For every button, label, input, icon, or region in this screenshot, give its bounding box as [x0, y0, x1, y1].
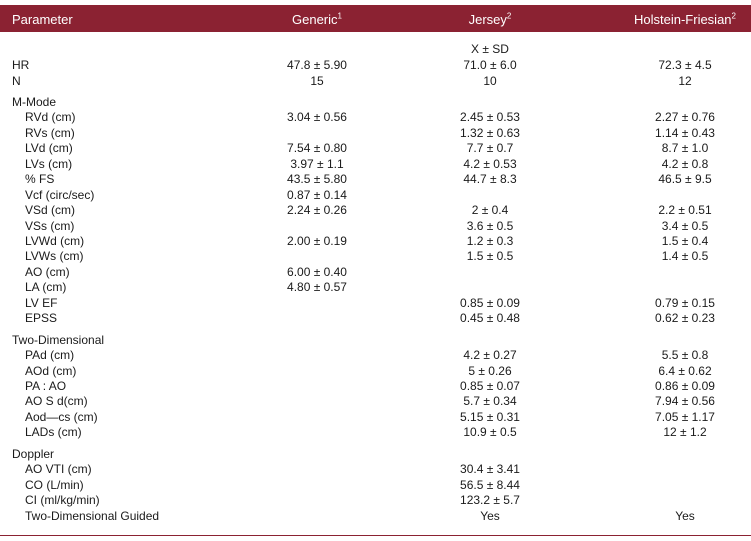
table-header	[0, 5, 751, 32]
section-title: Doppler	[12, 446, 55, 461]
parameter-label: CO (L/min)	[25, 477, 84, 492]
jersey-value: 1.5 ± 0.5	[466, 249, 514, 264]
table-row	[0, 203, 751, 218]
holstein-value: 12 ± 1.2	[663, 425, 707, 440]
bottom-rule	[0, 535, 751, 536]
holstein-value: 72.3 ± 4.5	[658, 58, 712, 72]
table-row	[0, 348, 751, 363]
header-holstein-label: Holstein-Friesian	[634, 12, 732, 27]
holstein-value: 8.7 ± 1.0	[661, 141, 709, 156]
jersey-value: 0.85 ± 0.07	[460, 379, 520, 393]
parameter-label: AO VTI (cm)	[25, 462, 92, 477]
jersey-value: 71.0 ± 6.0	[463, 58, 517, 72]
generic-value: 43.5 ± 5.80	[287, 172, 347, 187]
jersey-value: 5 ± 0.26	[468, 363, 512, 378]
holstein-value: 7.05 ± 1.17	[655, 409, 715, 424]
holstein-value: 5.5 ± 0.8	[661, 348, 709, 363]
table-row	[0, 249, 751, 264]
table-row	[0, 188, 751, 203]
parameter-label: RVs (cm)	[25, 125, 75, 140]
table-row	[0, 74, 751, 89]
table-row	[0, 462, 751, 477]
table-row	[0, 280, 751, 295]
generic-value: 47.8 ± 5.90	[287, 58, 347, 72]
table-row	[0, 425, 751, 440]
jersey-value: 1.32 ± 0.63	[460, 125, 520, 140]
table-row	[0, 410, 751, 425]
generic-value: 6.00 ± 0.40	[287, 264, 347, 279]
jersey-value: 1.2 ± 0.3	[466, 233, 514, 248]
generic-value: 3.97 ± 1.1	[290, 156, 344, 171]
section-title: M-Mode	[12, 94, 57, 109]
parameter-label: RVd (cm)	[25, 110, 76, 125]
generic-value: 7.54 ± 0.80	[287, 141, 347, 156]
jersey-value: 5.15 ± 0.31	[460, 409, 520, 424]
jersey-value: 10.9 ± 0.5	[463, 425, 517, 440]
holstein-value: 46.5 ± 9.5	[658, 172, 712, 187]
parameter-label: LVWd (cm)	[25, 233, 85, 248]
table-row	[0, 58, 751, 73]
parameter-label: Two-Dimensional Guided	[25, 508, 160, 523]
jersey-value: 0.45 ± 0.48	[460, 311, 520, 326]
section-title: Two-Dimensional	[12, 332, 105, 347]
jersey-value: 44.7 ± 8.3	[463, 172, 517, 187]
holstein-value: 3.4 ± 0.5	[661, 218, 709, 233]
stat-label-row	[0, 42, 751, 57]
holstein-value: 4.2 ± 0.8	[661, 156, 709, 171]
header-holstein	[634, 12, 736, 27]
holstein-value: 0.79 ± 0.15	[655, 295, 715, 310]
jersey-value: 123.2 ± 5.7	[460, 493, 520, 508]
table-row	[0, 265, 751, 280]
parameter-label: LVWs (cm)	[25, 249, 84, 264]
jersey-value: 10	[483, 73, 497, 88]
parameter-label: N	[12, 73, 21, 88]
header-generic-footnote: 1	[337, 11, 342, 21]
parameter-label: CI (ml/kg/min)	[25, 493, 100, 508]
header-generic	[292, 12, 342, 27]
generic-value: 15	[310, 73, 324, 88]
jersey-value: Yes	[480, 508, 500, 523]
table-row	[0, 234, 751, 249]
table-row	[0, 478, 751, 493]
parameter-label: LADs (cm)	[25, 425, 82, 440]
table-row	[0, 296, 751, 311]
table-row	[0, 141, 751, 156]
parameter-label: % FS	[25, 172, 55, 187]
parameter-label: VSs (cm)	[25, 218, 75, 233]
holstein-value: 7.94 ± 0.56	[655, 394, 715, 409]
stat-label: X ± SD	[471, 42, 509, 56]
table-row	[0, 157, 751, 172]
header-generic-label: Generic	[292, 12, 338, 27]
parameter-label: Vcf (circ/sec)	[25, 187, 95, 202]
generic-value: 2.00 ± 0.19	[287, 233, 347, 248]
jersey-value: 30.4 ± 3.41	[460, 462, 520, 477]
jersey-value: 3.6 ± 0.5	[466, 218, 514, 233]
parameter-label: EPSS	[25, 311, 58, 326]
generic-value: 3.04 ± 0.56	[287, 110, 347, 125]
holstein-value: 2.2 ± 0.51	[658, 203, 712, 217]
header-parameter: Parameter	[12, 12, 73, 27]
parameter-label: LVs (cm)	[25, 156, 73, 171]
holstein-value: 2.27 ± 0.76	[655, 110, 715, 125]
header-jersey-footnote: 2	[506, 11, 512, 21]
jersey-value: 7.7 ± 0.7	[466, 141, 514, 156]
holstein-value: 6.4 ± 0.62	[658, 363, 712, 378]
jersey-value: 0.85 ± 0.09	[460, 295, 520, 310]
table-row	[0, 509, 751, 524]
table-row	[0, 126, 751, 141]
jersey-value: 2.45 ± 0.53	[460, 110, 520, 125]
table-row	[0, 394, 751, 409]
parameter-label: AOd (cm)	[25, 363, 77, 378]
parameter-label: LV EF	[25, 295, 58, 310]
parameter-label: LVd (cm)	[25, 141, 73, 156]
jersey-value: 5.7 ± 0.34	[463, 394, 517, 409]
generic-value: 2.24 ± 0.26	[287, 203, 347, 217]
jersey-value: 4.2 ± 0.27	[463, 348, 517, 363]
jersey-value: 2 ± 0.4	[471, 203, 509, 217]
jersey-value: 4.2 ± 0.53	[463, 156, 517, 171]
table-row	[0, 364, 751, 379]
holstein-value: 0.86 ± 0.09	[655, 379, 715, 393]
table-row	[0, 379, 751, 394]
table-row	[0, 493, 751, 508]
table-row	[0, 311, 751, 326]
header-holstein-footnote: 2	[731, 11, 736, 21]
parameter-label: PAd (cm)	[25, 348, 75, 363]
holstein-value: 12	[678, 73, 692, 88]
generic-value: 4.80 ± 0.57	[287, 280, 347, 295]
table-row	[0, 110, 751, 125]
parameter-label: Aod—cs (cm)	[25, 409, 98, 424]
parameter-label: LA (cm)	[25, 280, 67, 295]
jersey-value: 56.5 ± 8.44	[460, 477, 520, 492]
parameter-label: PA : AO	[25, 379, 67, 393]
section-row	[0, 95, 751, 110]
section-row	[0, 447, 751, 462]
parameter-label: HR	[12, 58, 30, 72]
holstein-value: 0.62 ± 0.23	[655, 311, 715, 326]
parameter-label: AO (cm)	[25, 264, 70, 279]
parameter-label: AO S d(cm)	[25, 394, 88, 409]
generic-value: 0.87 ± 0.14	[287, 187, 347, 202]
holstein-value: 1.4 ± 0.5	[661, 249, 709, 264]
header-jersey	[469, 12, 512, 27]
holstein-value: 1.5 ± 0.4	[661, 233, 709, 248]
section-row	[0, 333, 751, 348]
holstein-value: 1.14 ± 0.43	[655, 125, 715, 140]
table-row	[0, 219, 751, 234]
holstein-value: Yes	[675, 508, 695, 523]
table-row	[0, 172, 751, 187]
parameter-label: VSd (cm)	[25, 203, 76, 217]
header-jersey-label: Jersey	[468, 12, 507, 27]
